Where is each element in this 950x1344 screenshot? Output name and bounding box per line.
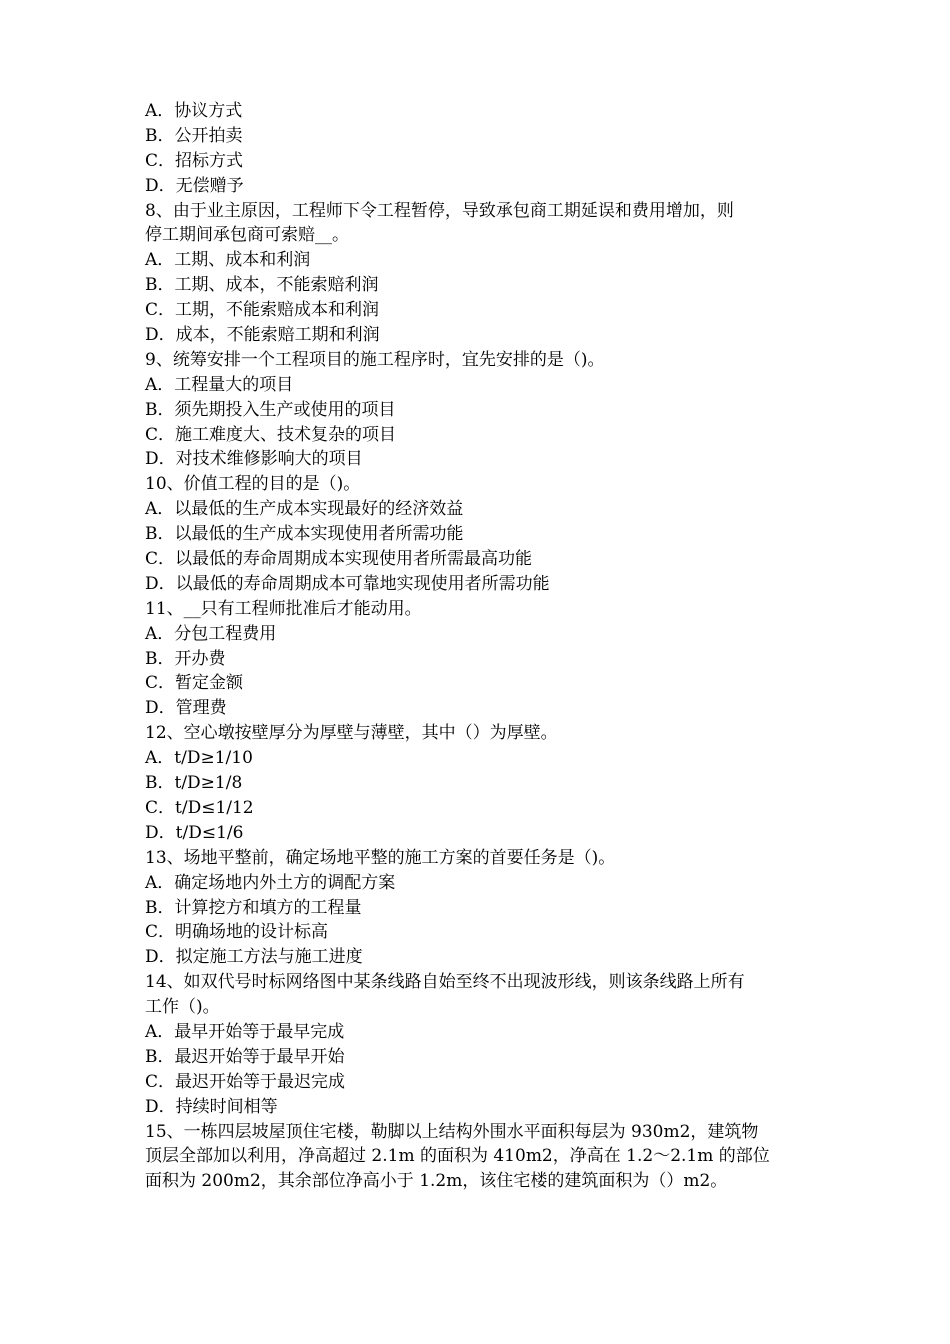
question-stem-line: 顶层全部加以利用，净高超过 2.1m 的面积为 410m2，净高在 1.2～2.1m 的部位 <box>145 1146 770 1167</box>
answer-option: C．最迟开始等于最迟完成 <box>145 1071 346 1092</box>
answer-option: C．暂定金额 <box>145 673 244 694</box>
answer-option: D．成本，不能索赔工期和利润 <box>145 325 380 346</box>
answer-option: D．以最低的寿命周期成本可靠地实现使用者所需功能 <box>145 573 550 594</box>
answer-option: A．以最低的生产成本实现最好的经济效益 <box>145 499 464 520</box>
question-stem-line: 10、价值工程的目的是（)。 <box>145 474 361 495</box>
answer-option: D．拟定施工方法与施工进度 <box>145 947 363 968</box>
answer-option: A．工期、成本和利润 <box>145 250 311 271</box>
question-stem-line: 12、空心墩按壁厚分为厚壁与薄壁，其中（）为厚壁。 <box>145 723 558 744</box>
answer-option: A．t/D≥1/10 <box>145 748 253 769</box>
answer-option: B．公开拍卖 <box>145 125 243 146</box>
answer-option: C．t/D≤1/12 <box>145 797 254 818</box>
answer-option: B．最迟开始等于最早开始 <box>145 1046 345 1067</box>
answer-option: D．持续时间相等 <box>145 1096 278 1117</box>
question-stem <box>145 472 810 497</box>
answer-option: B．t/D≥1/8 <box>145 773 243 794</box>
answer-option: A．工程量大的项目 <box>145 374 294 395</box>
question-stem-line: 9、统筹安排一个工程项目的施工程序时，宜先安排的是（)。 <box>145 349 605 370</box>
question-stem <box>145 846 810 871</box>
answer-option: C．以最低的寿命周期成本实现使用者所需最高功能 <box>145 549 533 570</box>
answer-option: B．须先期投入生产或使用的项目 <box>145 399 396 420</box>
answer-option: A．协议方式 <box>145 101 243 121</box>
answer-option: B．计算挖方和填方的工程量 <box>145 897 362 918</box>
question-list <box>145 99 810 1194</box>
answer-option: B．以最低的生产成本实现使用者所需功能 <box>145 524 464 545</box>
answer-option: D．管理费 <box>145 698 227 719</box>
question-stem-line: 11、__只有工程师批准后才能动用。 <box>145 598 422 619</box>
question-stem-line: 8、由于业主原因，工程师下令工程暂停，导致承包商工期延误和费用增加，则 <box>145 200 734 221</box>
question-stem <box>145 348 810 373</box>
question-stem-line: 面积为 200m2，其余部位净高小于 1.2m，该住宅楼的建筑面积为（）m2。 <box>145 1171 728 1192</box>
question-stem <box>145 721 810 746</box>
answer-option: D．无偿赠予 <box>145 175 244 196</box>
answer-option: C．施工难度大、技术复杂的项目 <box>145 424 397 445</box>
question-stem <box>145 597 810 622</box>
answer-option: C．招标方式 <box>145 150 244 171</box>
question-stem-line: 停工期间承包商可索赔__。 <box>145 225 349 246</box>
answer-option: C．明确场地的设计标高 <box>145 922 329 943</box>
answer-option: A．最早开始等于最早完成 <box>145 1021 345 1042</box>
question-stem <box>145 1120 810 1195</box>
answer-option: B．工期、成本，不能索赔利润 <box>145 275 379 296</box>
question-stem-line: 15、一栋四层坡屋顶住宅楼，勒脚以上结构外围水平面积每层为 930m2，建筑物 <box>145 1121 759 1142</box>
answer-option: A．分包工程费用 <box>145 623 277 644</box>
answer-option: C．工期，不能索赔成本和利润 <box>145 300 380 321</box>
document-page <box>145 99 810 1194</box>
answer-option: A．确定场地内外土方的调配方案 <box>145 872 396 893</box>
question-stem-line: 工作（)。 <box>145 997 220 1018</box>
answer-option: B．开办费 <box>145 648 226 669</box>
question-stem-line: 14、如双代号时标网络图中某条线路自始至终不出现波形线，则该条线路上所有 <box>145 972 745 993</box>
answer-option: D．t/D≤1/6 <box>145 822 244 843</box>
answer-option: D．对技术维修影响大的项目 <box>145 449 363 470</box>
question-stem <box>145 199 810 249</box>
question-stem-line: 13、场地平整前，确定场地平整的施工方案的首要任务是（)。 <box>145 847 616 868</box>
question-stem <box>145 970 810 1020</box>
